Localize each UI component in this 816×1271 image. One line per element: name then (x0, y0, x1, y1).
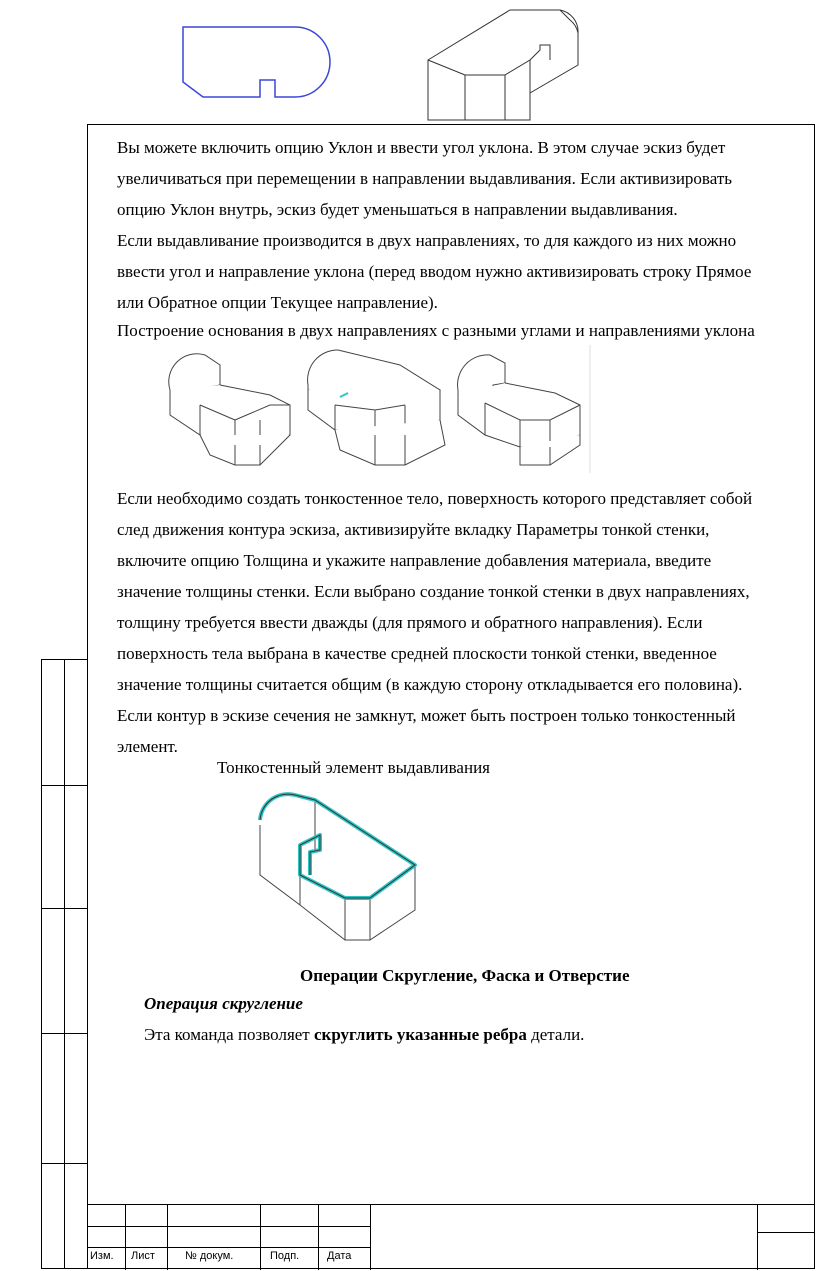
text-line: или Обратное опции Текущее направление). (117, 293, 438, 312)
side-stamp-column-outer (41, 659, 65, 1269)
label-date: Дата (327, 1250, 352, 1262)
text-line: Если выдавливание производится в двух направлениях, то для каждого из них можно (117, 231, 737, 250)
section-heading: Операции Скругление, Фаска и Отверстие (300, 966, 630, 985)
text-line: опцию Уклон внутрь, эскиз будет уменьшаться в направлении выдавливания. (117, 200, 678, 219)
title-block-col-line (757, 1205, 758, 1270)
paragraph-two-directions (117, 225, 777, 318)
side-stamp-column-inner (64, 659, 88, 1269)
extruded-solid-figure (420, 5, 590, 123)
text-fragment: Эта команда позволяет (144, 1025, 314, 1044)
label-sheet: Лист (131, 1250, 155, 1262)
text-line: ввести угол и направление уклона (перед вводом нужно активизировать строку Прямое (117, 262, 752, 281)
subsection-heading: Операция скругление (144, 994, 303, 1013)
title-block-row-line (87, 1247, 370, 1248)
side-stamp-divider (41, 1033, 88, 1034)
title-block (87, 1204, 815, 1269)
figure-caption: Тонкостенный элемент выдавливания (217, 758, 490, 777)
text-line: элемент. (117, 737, 178, 756)
side-stamp-divider (41, 908, 88, 909)
text-line: поверхность тела выбрана в качестве средней плоскости тонкой стенки, введенное (117, 644, 717, 663)
thin-wall-solid-figure (255, 790, 435, 948)
label-signature: Подп. (270, 1250, 300, 1262)
text-line: Построение основания в двух направлениях с разными углами и направлениями уклона (117, 321, 755, 340)
text-line: включите опцию Толщина и укажите направление добавления материала, введите (117, 551, 712, 570)
side-stamp-divider (41, 785, 88, 786)
paragraph-slope (117, 132, 777, 225)
fillet-description (144, 1025, 584, 1045)
title-block-col-line (370, 1205, 371, 1270)
label-document-number: № докум. (185, 1250, 234, 1262)
text-line: увеличиваться при перемещении в направлении выдавливания. Если активизировать (117, 169, 733, 188)
paragraph-thin-wall (117, 483, 777, 762)
label-revision: Изм. (90, 1250, 114, 1262)
title-block-sheet-line (757, 1232, 815, 1233)
text-emphasis: скруглить указанные ребра (313, 1025, 527, 1044)
sketch-contour-figure (175, 22, 340, 102)
text-line: Вы можете включить опцию Уклон и ввести угол уклона. В этом случае эскиз будет (117, 138, 726, 157)
text-line: след движения контура эскиза, активизируйте вкладку Параметры тонкой стенки, (117, 520, 710, 539)
title-block-row-line (87, 1226, 370, 1227)
title-block-col-line (125, 1205, 126, 1270)
three-slope-solids-figure (160, 345, 592, 473)
title-block-col-line (167, 1205, 168, 1270)
text-line: значение толщины считается общим (в каждую сторону откладывается его половина). (117, 675, 743, 694)
text-line: толщину требуется ввести дважды (для прямого и обратного направления). Если (117, 613, 703, 632)
text-line: значение толщины стенки. Если выбрано создание тонкой стенки в двух направлениях, (117, 582, 750, 601)
side-stamp-divider (41, 1163, 88, 1164)
text-fragment: детали. (526, 1025, 585, 1044)
title-block-col-line (318, 1205, 319, 1270)
text-line: Если необходимо создать тонкостенное тело, поверхность которого представляет собой (117, 489, 753, 508)
title-block-col-line (260, 1205, 261, 1270)
text-line: Если контур в эскизе сечения не замкнут, может быть построен только тонкостенный (117, 706, 736, 725)
paragraph-base-construction (117, 315, 777, 346)
